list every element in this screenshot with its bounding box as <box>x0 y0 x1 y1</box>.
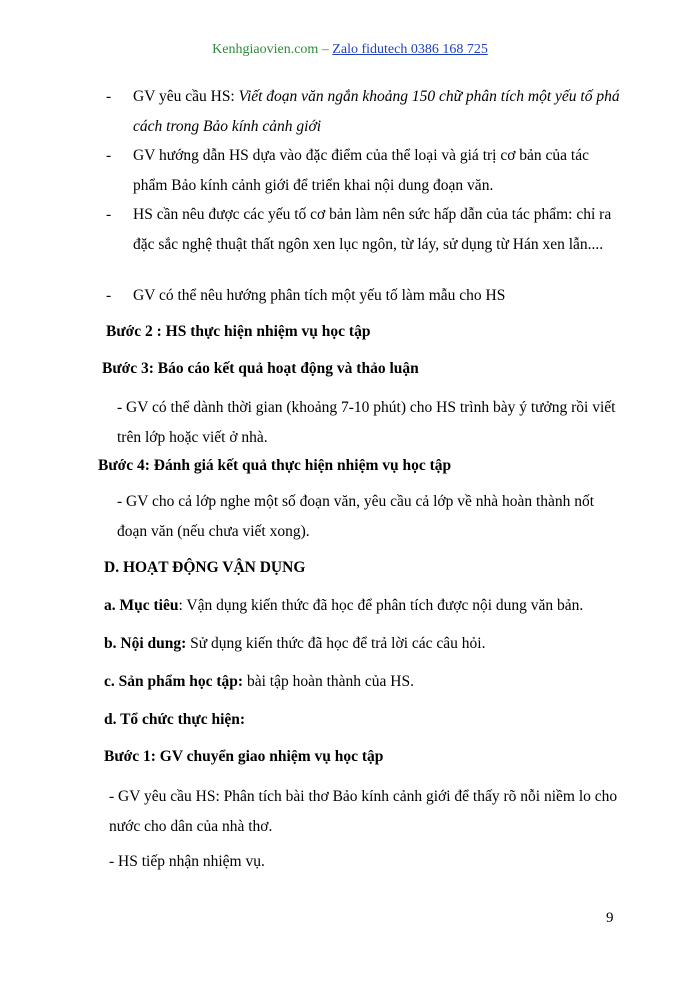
step1-text-2: - HS tiếp nhận nhiệm vụ. <box>109 853 265 870</box>
organization-line: d. Tổ chức thực hiện: <box>104 711 246 728</box>
step1-text: - GV yêu cầu HS: Phân tích bài thơ Bảo kính cảnh giới để thấy rõ nỗi niềm lo cho nước cho dân của nhà thơ. <box>109 788 618 835</box>
step1-heading: Bước 1: GV chuyển giao nhiệm vụ học tập <box>104 748 384 765</box>
product-line: c. Sản phẩm học tập: bài tập hoàn thành của HS. <box>104 673 414 690</box>
bullet-dash: - <box>106 206 112 223</box>
bullet-item <box>106 281 626 311</box>
header-contact-link[interactable]: Zalo fidutech 0386 168 725 <box>332 42 488 57</box>
step3-text: - GV có thể dành thời gian (khoảng 7-10 phút) cho HS trình bày ý tưởng rồi viết trên lớp hoặc viết ở nhà. <box>117 399 616 446</box>
step4-text: - GV cho cả lớp nghe một số đoạn văn, yêu cầu cả lớp về nhà hoàn thành nốt đoạn văn (nếu chưa viết xong). <box>117 493 595 540</box>
bullet-italic-text: Viết đoạn văn ngắn khoảng 150 chữ phân tích một yếu tố phá cách trong Bảo kính cảnh giới <box>133 88 620 135</box>
section-d-heading: D. HOẠT ĐỘNG VẬN DỤNG <box>104 559 306 576</box>
bullet-item <box>106 141 626 200</box>
bullet-dash: - <box>106 88 112 105</box>
header-site: Kenhgiaovien.com <box>212 42 319 57</box>
bullet-item <box>106 82 626 141</box>
step3-heading: Bước 3: Báo cáo kết quả hoạt động và thảo luận <box>102 360 419 377</box>
page-header <box>0 42 700 58</box>
bullet-text: GV có thể nêu hướng phân tích một yếu tố làm mẫu cho HS <box>133 287 506 304</box>
content-line: b. Nội dung: Sử dụng kiến thức đã học để trả lời các câu hỏi. <box>104 635 486 652</box>
step4-heading: Bước 4: Đánh giá kết quả thực hiện nhiệm vụ học tập <box>98 457 452 474</box>
header-separator: – <box>321 42 329 57</box>
bullet-prefix: GV yêu cầu HS: <box>133 88 239 105</box>
bullet-dash: - <box>106 147 112 164</box>
objective-line: a. Mục tiêu: Vận dụng kiến thức đã học để phân tích được nội dung văn bản. <box>104 597 584 614</box>
bullet-dash: - <box>106 287 112 304</box>
step2-heading: Bước 2 : HS thực hiện nhiệm vụ học tập <box>106 323 371 340</box>
bullet-text: GV hướng dẫn HS dựa vào đặc điểm của thể loại và giá trị cơ bản của tác phẩm Bảo kính cảnh giới để triển khai nội dung đoạn văn. <box>133 147 589 194</box>
bullet-item <box>106 200 626 259</box>
bullet-text: HS cần nêu được các yếu tố cơ bản làm nên sức hấp dẫn của tác phẩm: chỉ ra đặc sắc nghệ thuật thất ngôn xen lục ngôn, từ láy, sử dụng từ Hán xen lẫn.... <box>133 206 612 253</box>
page-number: 9 <box>606 910 614 926</box>
